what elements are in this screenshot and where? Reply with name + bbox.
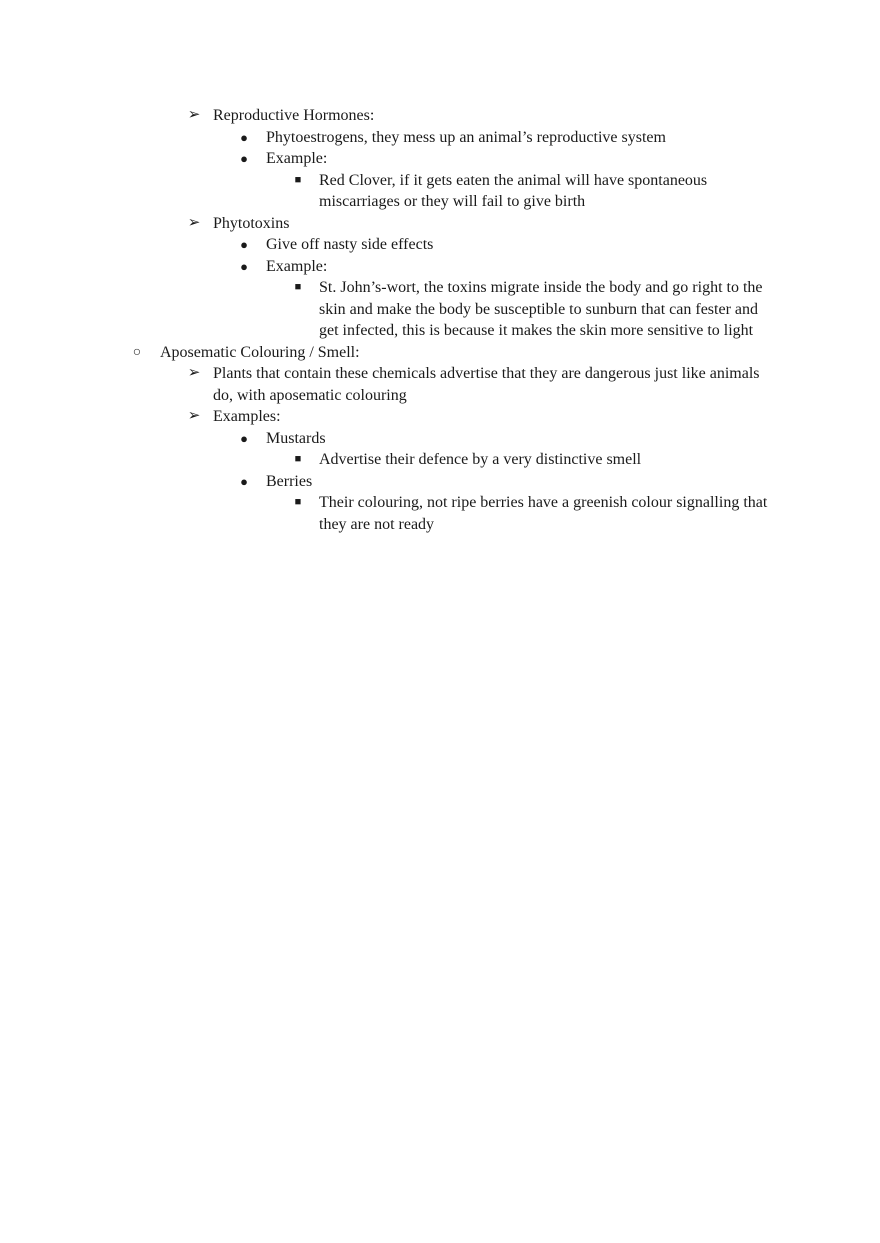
item-text: Red Clover, if it gets eaten the animal will have spontaneous miscarriages or they will fail to give birth	[319, 171, 708, 210]
item-text: Berries	[266, 472, 313, 490]
outline-item-examples-label	[0, 406, 880, 428]
item-text: Example:	[266, 150, 328, 167]
item-text: Mustards	[266, 429, 326, 447]
filled-circle-bullet-icon: ●	[240, 129, 248, 145]
outline-item-mustards-detail	[0, 449, 880, 471]
item-text: Aposematic Colouring / Smell:	[160, 343, 360, 361]
item-text: Example:	[266, 257, 328, 275]
hollow-circle-bullet-icon: ○	[132, 344, 142, 360]
outline-item-berries	[0, 471, 880, 493]
filled-circle-bullet-icon: ●	[240, 430, 248, 446]
filled-circle-bullet-icon: ●	[240, 258, 248, 274]
filled-circle-bullet-icon: ●	[240, 473, 248, 489]
outline-item-phytotoxins-example-label	[0, 256, 880, 278]
outline-item-st-johns-wort	[0, 277, 880, 342]
arrow-bullet-icon: ➢	[187, 214, 201, 231]
filled-circle-bullet-icon: ●	[240, 237, 248, 252]
item-text: Advertise their defence by a very distinctive smell	[319, 451, 642, 468]
outline-item-phytotoxins	[0, 213, 880, 235]
outline-item-reproductive-example-label	[0, 148, 880, 170]
item-text: Reproductive Hormones:	[213, 107, 375, 124]
item-text: Phytoestrogens, they mess up an animal’s reproductive system	[266, 128, 666, 146]
outline-item-aposematic	[0, 342, 880, 364]
outline-item-red-clover	[0, 170, 880, 213]
outline-item-phytoestrogens	[0, 127, 880, 149]
outline-item-mustards	[0, 428, 880, 450]
item-text: Give off nasty side effects	[266, 236, 434, 253]
outline-item-reproductive-hormones	[0, 105, 880, 127]
square-bullet-icon: ■	[294, 496, 302, 508]
square-bullet-icon: ■	[294, 281, 302, 293]
square-bullet-icon: ■	[294, 173, 302, 186]
item-text: Their colouring, not ripe berries have a greenish colour signalling that they are not ready	[319, 494, 768, 533]
arrow-bullet-icon: ➢	[187, 107, 201, 123]
item-text: Plants that contain these chemicals advertise that they are dangerous just like animals do, with aposematic colouring	[213, 365, 760, 404]
outline-item-side-effects	[0, 234, 880, 256]
notes-outline	[0, 105, 880, 535]
arrow-bullet-icon: ➢	[187, 408, 201, 424]
item-text: St. John’s-wort, the toxins migrate inside the body and go right to the skin and make the body be susceptible to sunburn that can fester and get infected, this is because it makes the skin more sensitive to light	[319, 279, 763, 339]
item-text: Phytotoxins	[213, 214, 290, 232]
filled-circle-bullet-icon: ●	[240, 151, 248, 166]
item-text: Examples:	[213, 408, 281, 425]
outline-item-advertise-danger	[0, 363, 880, 406]
arrow-bullet-icon: ➢	[187, 365, 201, 381]
square-bullet-icon: ■	[294, 453, 302, 465]
outline-item-berries-detail	[0, 492, 880, 535]
